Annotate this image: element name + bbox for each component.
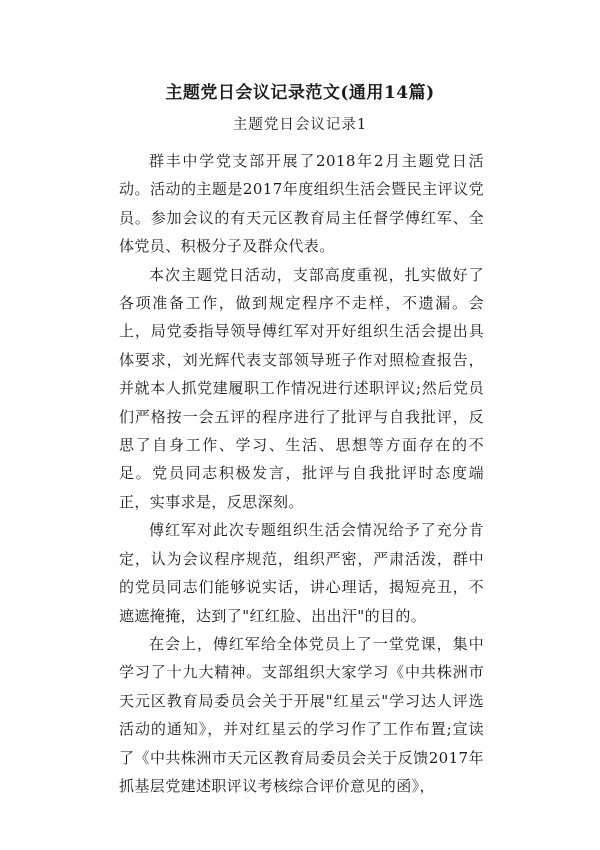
paragraph-4: 在会上，傅红军给全体党员上了一堂党课，集中学习了十九大精神。支部组织大家学习《中共株洲市天元区教育局委员会关于开展"红星云"学习达人评选活动的通知》，并对红星云的学习作了工作布置;宣读了《中共株洲市天元区教育局委员会关于反馈2017年抓基层党建述职评议考核综合评价意见的函》，	[119, 634, 484, 795]
paragraph-1: 群丰中学党支部开展了2018年2月主题党日活动。活动的主题是2017年度组织生活会暨民主评议党员。参加会议的有天元区教育局主任督学傅红军、全体党员、积极分子及群众代表。	[119, 152, 484, 256]
paragraph-3: 傅红军对此次专题组织生活会情况给予了充分肯定，认为会议程序规范，组织严密，严肃活泼，群中的党员同志们能够说实话，讲心理话，揭短亮丑，不遮遮掩掩，达到了"红红脸、出出汗"的目的。	[119, 521, 484, 625]
document-body	[119, 147, 484, 800]
paragraph-2: 本次主题党日活动，支部高度重视，扎实做好了各项准备工作，做到规定程序不走样，不遗漏。会上，局党委指导领导傅红军对开好组织生活会提出具体要求，刘光辉代表支部领导班子作对照检查报告，并就本人抓党建履职工作情况进行述职评议;然后党员们严格按一会五评的程序进行了批评与自我批评，反思了自身工作、学习、生活、思想等方面存在的不足。党员同志积极发言，批评与自我批评时态度端正，实事求是，反思深刻。	[119, 265, 484, 511]
document-subtitle: 主题党日会议记录1	[232, 117, 368, 133]
document-title: 主题党日会议记录范文(通用14篇)	[165, 83, 435, 103]
